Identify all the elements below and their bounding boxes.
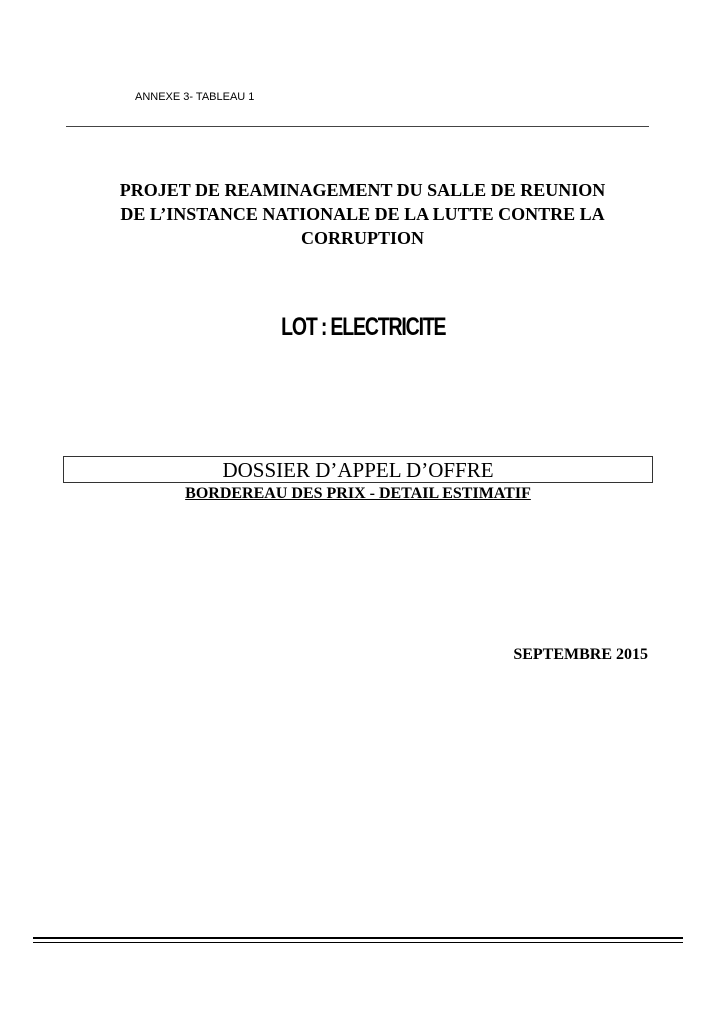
lot-heading: LOT : ELECTRICITE [281,313,446,341]
project-title [60,178,665,250]
footer-double-rule [33,937,683,943]
project-title-line: PROJET DE REAMINAGEMENT DU SALLE DE REUNION [119,180,606,200]
project-title-line: CORRUPTION [300,228,424,248]
project-title-line: DE L’INSTANCE NATIONALE DE LA LUTTE CONTRE LA [120,204,605,224]
annex-label: ANNEXE 3- TABLEAU 1 [135,91,255,103]
dossier-subtitle: BORDEREAU DES PRIX - DETAIL ESTIMATIF [185,485,531,502]
header-divider [66,126,649,127]
dossier-title: DOSSIER D’APPEL D’OFFRE [222,458,494,482]
document-date: SEPTEMBRE 2015 [513,646,648,663]
